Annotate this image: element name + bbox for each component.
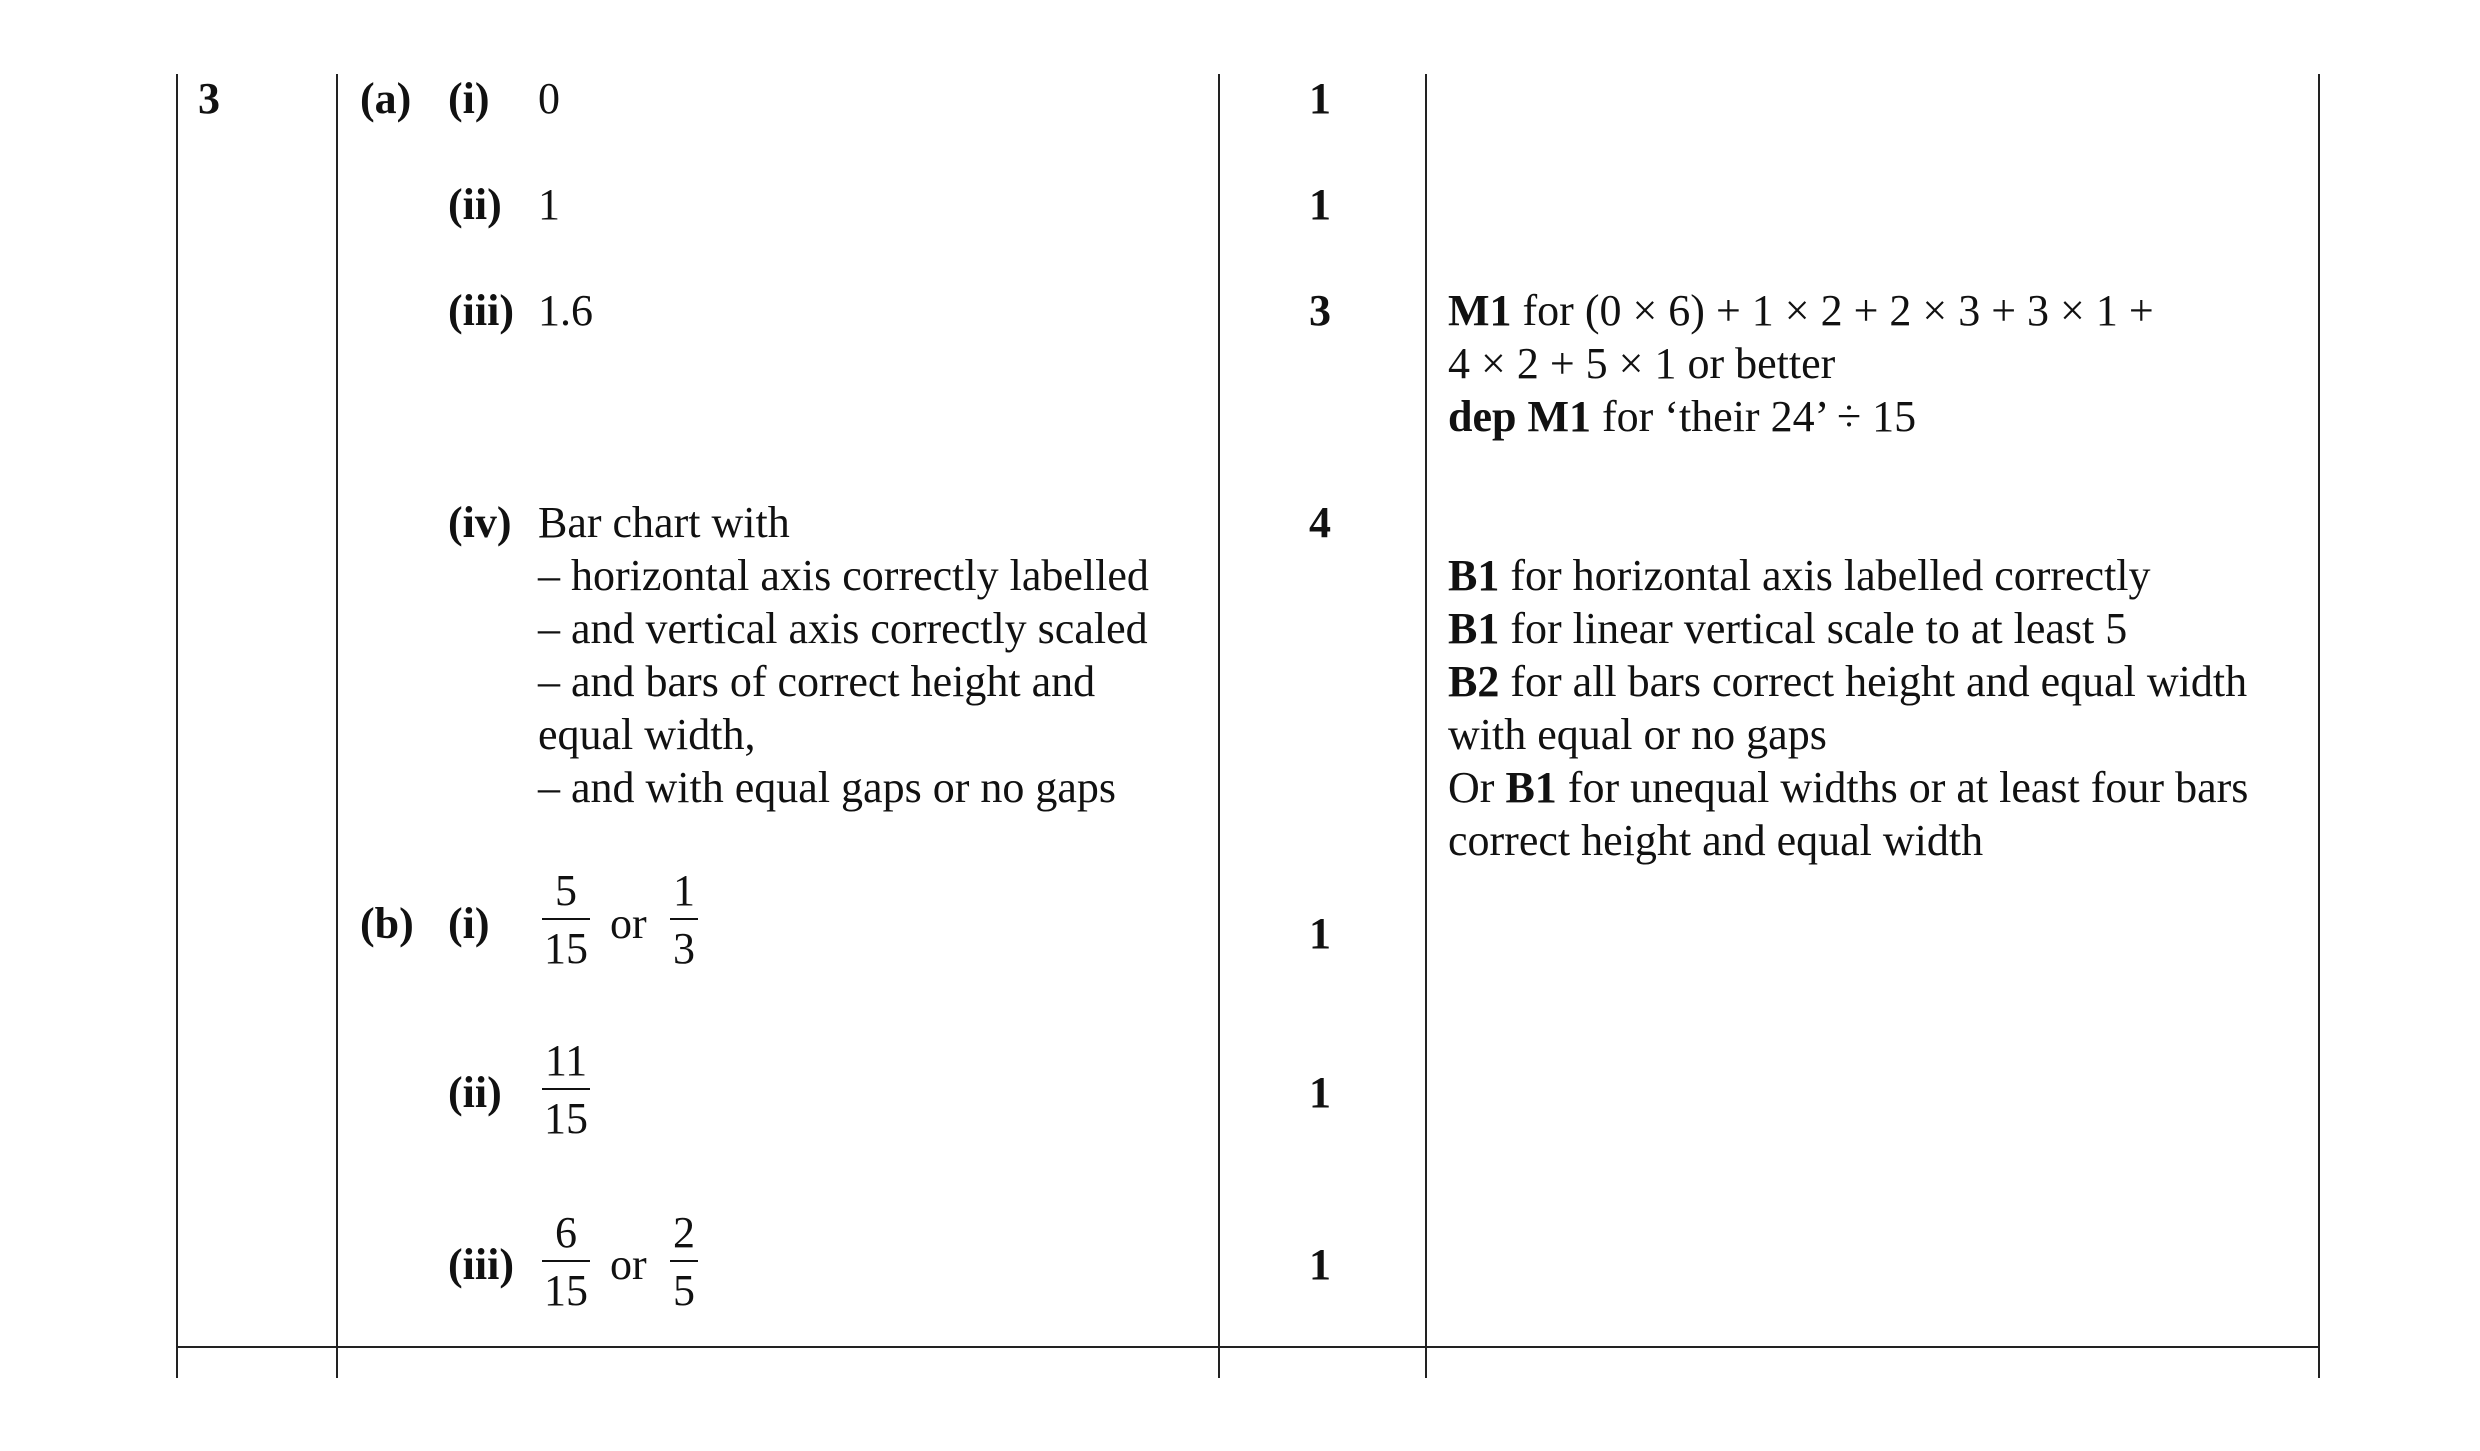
fraction-bar (542, 1260, 590, 1262)
numerator: 11 (544, 1036, 588, 1085)
part-b-i-or: or (610, 899, 647, 948)
fraction-bar (542, 1088, 590, 1090)
part-b-i-label: (i) (448, 899, 490, 948)
part-b-i-fraction-1 (542, 868, 590, 972)
guidance-text: for unequal widths or at least four bars (1556, 763, 2249, 812)
guidance-text: for (0 × 6) + 1 × 2 + 2 × 3 + 3 × 1 + (1511, 286, 2154, 335)
numerator: 2 (673, 1208, 695, 1257)
part-b-ii-fraction (542, 1038, 590, 1142)
part-b-iii-or: or (610, 1240, 647, 1289)
part-a-iii-answer: 1.6 (538, 286, 593, 335)
part-a-i-answer: 0 (538, 74, 560, 123)
part-b-i-mark: 1 (1309, 909, 1331, 958)
question-number: 3 (198, 74, 220, 123)
mark-code: dep M1 (1448, 392, 1591, 441)
answer-line: equal width, (538, 710, 756, 759)
part-b-iii-label: (iii) (448, 1240, 514, 1289)
guidance-text: for horizontal axis labelled correctly (1499, 551, 2151, 600)
answer-line: Bar chart with (538, 498, 790, 547)
guidance-text: Or (1448, 763, 1506, 812)
guidance-text: with equal or no gaps (1448, 710, 1827, 759)
guidance-line (1448, 549, 2248, 602)
guidance-line (1448, 337, 2154, 390)
numerator: 1 (673, 866, 695, 915)
table-border-right (2318, 74, 2320, 1378)
answer-line: – and with equal gaps or no gaps (538, 763, 1116, 812)
part-a-iv-mark: 4 (1309, 498, 1331, 547)
part-a-ii-mark: 1 (1309, 180, 1331, 229)
guidance-text: for ‘their 24’ ÷ 15 (1591, 392, 1917, 441)
part-a-iii-guidance (1448, 284, 2154, 443)
part-a-i-mark: 1 (1309, 74, 1331, 123)
table-row-divider (176, 1346, 2320, 1348)
denominator: 15 (544, 1094, 588, 1143)
mark-code: B2 (1448, 657, 1500, 706)
guidance-line (1448, 814, 2248, 867)
guidance-text: for all bars correct height and equal width (1499, 657, 2248, 706)
guidance-line (1448, 390, 2154, 443)
mark-code: M1 (1448, 286, 1512, 335)
part-b-iii-fraction-1 (542, 1210, 590, 1314)
part-b-i-fraction-2 (670, 868, 698, 972)
part-b-label: (b) (360, 899, 414, 948)
part-a-iii-label: (iii) (448, 286, 514, 335)
part-a-ii-answer: 1 (538, 180, 560, 229)
part-a-iv-guidance (1448, 549, 2248, 867)
denominator: 5 (673, 1266, 695, 1315)
fraction-bar (670, 1260, 698, 1262)
part-b-iii-mark: 1 (1309, 1240, 1331, 1289)
table-divider-question-col (336, 74, 338, 1378)
numerator: 6 (555, 1208, 577, 1257)
part-a-iv-label: (iv) (448, 498, 512, 547)
guidance-line (1448, 708, 2248, 761)
part-a-ii-label: (ii) (448, 180, 502, 229)
fraction-bar (542, 918, 590, 920)
guidance-line (1448, 284, 2154, 337)
denominator: 3 (673, 924, 695, 973)
fraction-bar (670, 918, 698, 920)
table-divider-marks-col (1425, 74, 1427, 1378)
part-a-iii-mark: 3 (1309, 286, 1331, 335)
guidance-line (1448, 655, 2248, 708)
guidance-text: correct height and equal width (1448, 816, 1984, 865)
numerator: 5 (555, 866, 577, 915)
denominator: 15 (544, 924, 588, 973)
guidance-text: 4 × 2 + 5 × 1 or better (1448, 339, 1836, 388)
part-a-iv-answer (538, 496, 1149, 814)
mark-code: B1 (1505, 763, 1557, 812)
part-b-ii-mark: 1 (1309, 1068, 1331, 1117)
answer-line: – and bars of correct height and (538, 657, 1096, 706)
table-border-left (176, 74, 178, 1378)
denominator: 15 (544, 1266, 588, 1315)
guidance-text: for linear vertical scale to at least 5 (1499, 604, 2128, 653)
part-b-ii-label: (ii) (448, 1068, 502, 1117)
answer-line: – and vertical axis correctly scaled (538, 604, 1148, 653)
mark-code: B1 (1448, 551, 1500, 600)
guidance-line (1448, 761, 2248, 814)
guidance-line (1448, 602, 2248, 655)
part-a-i-label: (i) (448, 74, 490, 123)
answer-line: – horizontal axis correctly labelled (538, 551, 1149, 600)
mark-code: B1 (1448, 604, 1500, 653)
table-divider-answer-col (1218, 74, 1220, 1378)
part-a-label: (a) (360, 74, 412, 123)
part-b-iii-fraction-2 (670, 1210, 698, 1314)
